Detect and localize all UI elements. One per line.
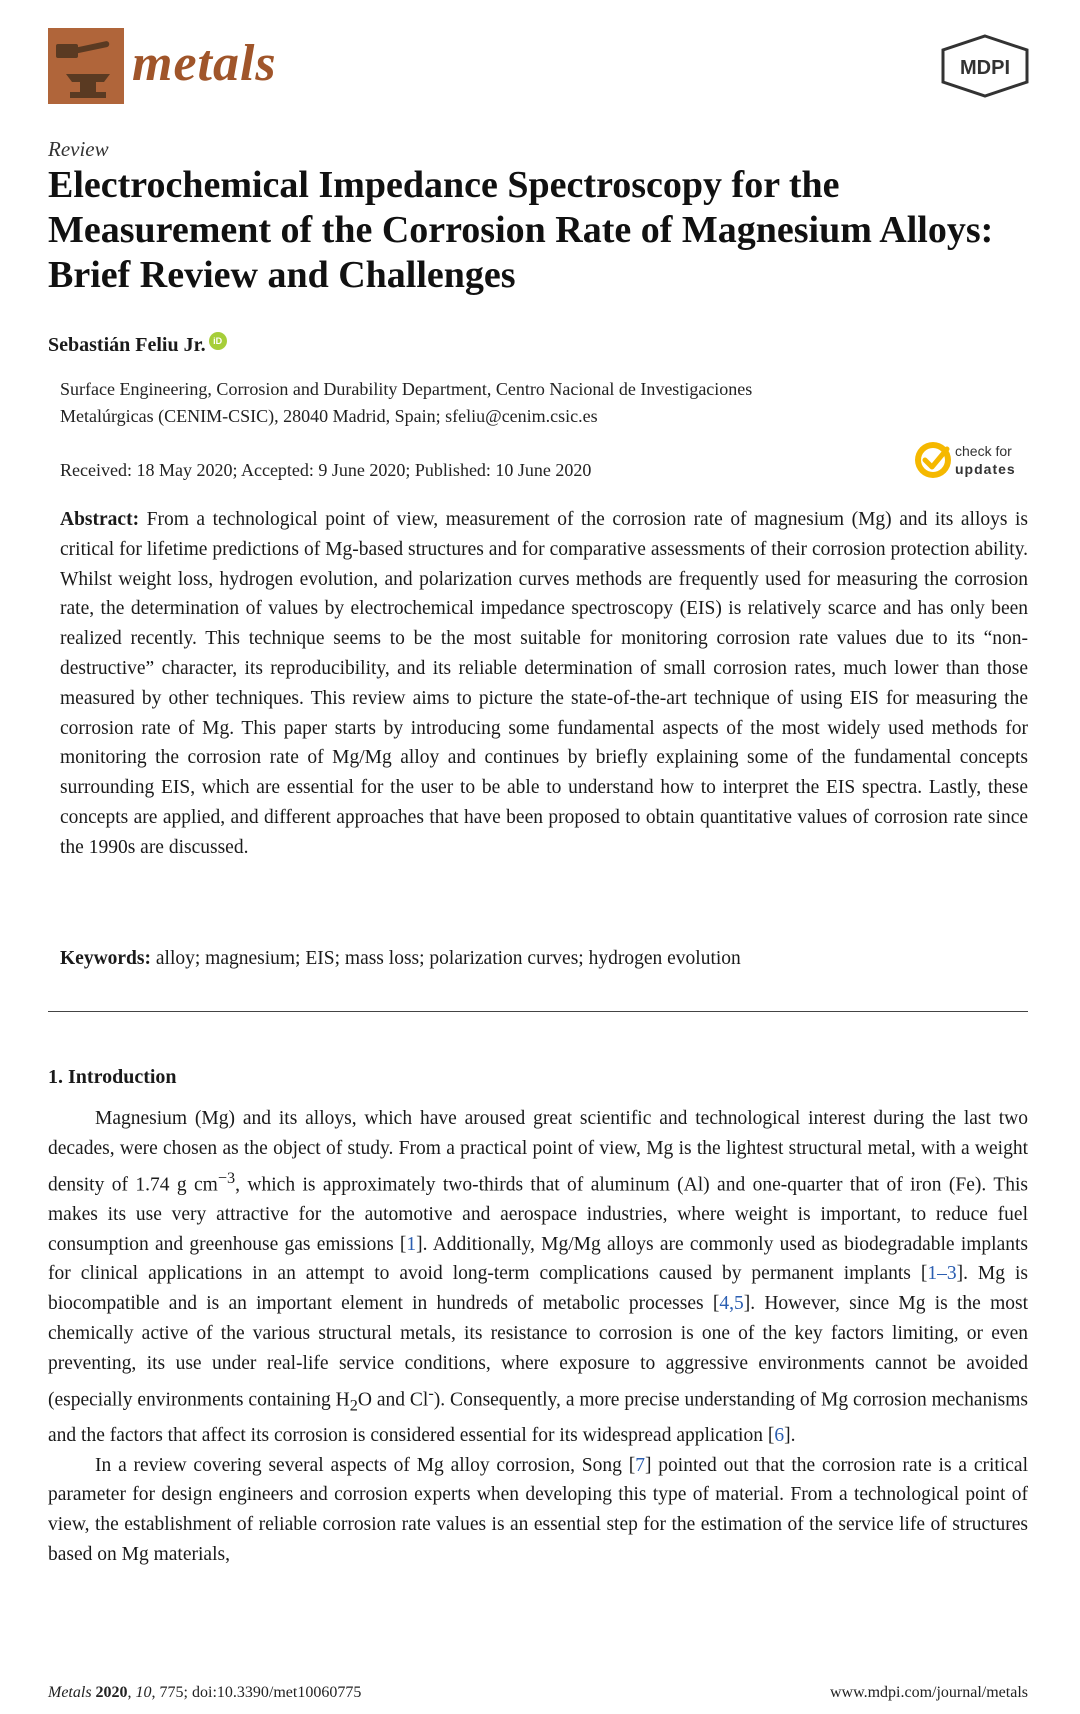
citation-link[interactable]: 7 — [635, 1454, 645, 1476]
citation-link[interactable]: 1–3 — [927, 1263, 957, 1285]
abstract — [60, 505, 1028, 863]
affiliation — [60, 376, 1000, 430]
author-name[interactable]: Sebastián Feliu Jr. — [48, 334, 206, 356]
publication-dates: Received: 18 May 2020; Accepted: 9 June 2020; Published: 10 June 2020 — [60, 460, 592, 480]
check-updates-icon — [913, 440, 953, 480]
section-heading-introduction: 1. Introduction — [48, 1066, 177, 1088]
abstract-text: From a technological point of view, measurement of the corrosion rate of magnesium (Mg) and its alloys is critical for lifetime predictions of Mg-based structures and for comparative assessments of their corrosion protection ability. Whilst weight loss, hydrogen evolution, and polarization curves methods are frequently used for measuring the corrosion rate, the determination of values by electrochemical impedance spectroscopy (EIS) is relatively scarce and has only been realized recently. This technique seems to be the most suitable for monitoring corrosion rate values due to its “non-destructive” character, its reproducibility, and its reliable determination of small corrosion rates, much lower than those measured by other techniques. This review aims to picture the state-of-the-art technique of using EIS for measuring the corrosion rate of Mg. This paper starts by introducing some fundamental aspects of the most widely used methods for monitoring the corrosion rate of Mg/Mg alloy and continues by briefly explaining some of the fundamental concepts surrounding EIS, which are essential for the user to be able to understand how to interpret the EIS spectra. Lastly, these concepts are applied, and different approaches that have been proposed to obtain quantitative values of corrosion rate since the 1990s are discussed. — [60, 509, 1029, 858]
affiliation-line-2: Metalúrgicas (CENIM-CSIC), 28040 Madrid, Spain; sfeliu@cenim.csic.es — [60, 406, 598, 426]
check-updates-line-1: check for — [955, 443, 1012, 459]
citation-link[interactable]: 6 — [774, 1424, 785, 1446]
mdpi-logo-text: MDPI — [960, 57, 1010, 79]
mdpi-logo[interactable] — [937, 34, 1033, 98]
superscript: - — [428, 1383, 434, 1402]
keywords-label: Keywords: — [60, 948, 151, 969]
affiliation-line-1: Surface Engineering, Corrosion and Durability Department, Centro Nacional de Investigaciones — [60, 379, 753, 399]
check-updates-text — [955, 442, 1016, 478]
keywords — [60, 948, 741, 970]
superscript: −3 — [217, 1168, 236, 1187]
orcid-icon[interactable]: iD — [209, 332, 227, 350]
paragraph: In a review covering several aspects of Mg alloy corrosion, Song [7] pointed out that the corrosion rate is a critical parameter for design engineers and corrosion experts when developing this type of material. From a technological point of view, the establishment of reliable corrosion rate values is an essential step for the estimation of the service life of structures based on Mg materials, — [48, 1454, 1028, 1566]
check-updates-line-2: updates — [955, 461, 1016, 477]
footer-journal: Metals — [48, 1684, 92, 1701]
page-header — [48, 28, 1033, 104]
article-type: Review — [48, 137, 109, 161]
article-title: Electrochemical Impedance Spectroscopy for the Measurement of the Corrosion Rate of Magnesium Alloys: Brief Review and Challenges — [48, 164, 994, 296]
footer-year: 2020 — [95, 1684, 128, 1701]
journal-logo-icon — [48, 28, 124, 104]
subscript: 2 — [349, 1396, 358, 1415]
check-for-updates-badge[interactable] — [913, 440, 1033, 484]
abstract-label: Abstract: — [60, 509, 140, 530]
footer-citation: Metals 2020, 10, 775; doi:10.3390/met10060775 — [48, 1684, 362, 1701]
paragraph: Magnesium (Mg) and its alloys, which have aroused great scientific and technological interest during the last two decades, were chosen as the object of study. From a practical point of view, Mg is the lightest structural metal, with a weight density of 1.74 g $cm^{-3}$, which is approximately two-thirds that of aluminum (Al) and one-quarter that of iron (Fe). This makes its use very attractive for the automotive and aerospace industries, where weight is important, to reduce fuel consumption and greenhouse gas emissions [1]. Additionally, Mg/Mg alloys are commonly used as biodegradable implants for clinical applications in an attempt to avoid long-term complications caused by permanent implants [1–3]. Mg is biocompatible and is an important element in hundreds of metabolic processes [4,5]. However, since Mg is the most chemically active of the various structural metals, its resistance to corrosion is one of the key factors limiting, or even preventing, its use under real-life service conditions, where exposure to aggressive environments cannot be avoided (especially environments containing $H_2O$ and Cl-). Consequently, a more precise understanding of Mg corrosion mechanisms and the factors that affect its corrosion is considered essential for its widespread application [6]. — [48, 1108, 1029, 1446]
footer-doi[interactable]: , 775; doi:10.3390/met10060775 — [151, 1684, 362, 1701]
citation-link[interactable]: 1 — [406, 1233, 417, 1255]
keywords-text: alloy; magnesium; EIS; mass loss; polarization curves; hydrogen evolution — [155, 948, 741, 969]
introduction-body — [48, 1104, 1028, 1570]
journal-name: metals — [132, 35, 277, 92]
footer-volume: 10 — [135, 1684, 152, 1701]
author — [48, 334, 227, 357]
footer-url[interactable]: www.mdpi.com/journal/metals — [829, 1684, 1028, 1701]
citation-link[interactable]: 4,5 — [719, 1293, 744, 1315]
section-divider — [48, 1011, 1028, 1012]
